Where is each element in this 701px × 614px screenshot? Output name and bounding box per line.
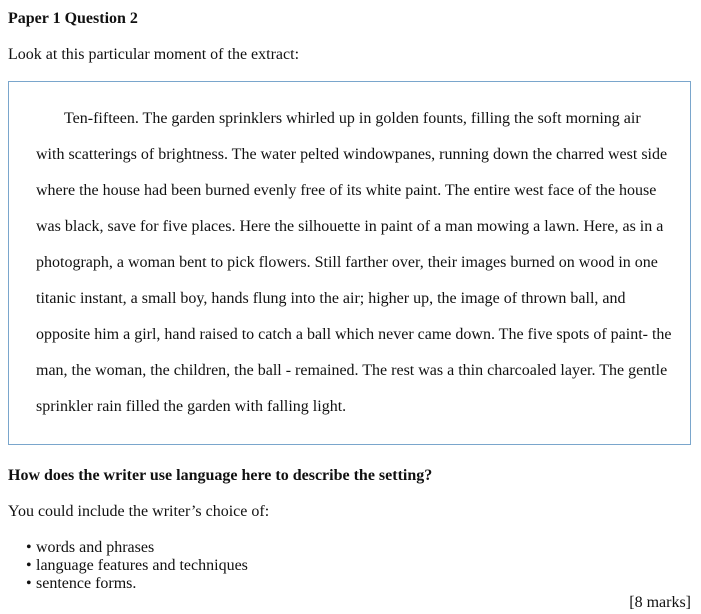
question-text: How does the writer use language here to describe the setting?	[8, 467, 433, 484]
bullet-icon: •	[26, 557, 32, 574]
bullet-label: sentence forms.	[36, 575, 137, 592]
question-heading: Paper 1 Question 2	[8, 10, 138, 27]
extract-box	[8, 81, 691, 445]
bullet-item	[26, 557, 248, 575]
bullet-label: language features and techniques	[36, 557, 248, 574]
extract-intro: Look at this particular moment of the extract:	[8, 46, 300, 63]
marks-label: [8 marks]	[629, 594, 691, 611]
bullet-icon: •	[26, 539, 32, 556]
bullet-label: words and phrases	[36, 539, 155, 556]
include-intro: You could include the writer’s choice of:	[8, 503, 270, 520]
bullet-item	[26, 575, 248, 593]
bullet-list	[26, 539, 248, 593]
bullet-icon: •	[26, 575, 32, 592]
extract-text: Ten-fifteen. The garden sprinklers whirled up in golden founts, filling the soft morning air with scatterings of brightness. The water pelted windowpanes, running down the charred west side where the house had been burned evenly free of its white paint. The entire west face of the house was black, save for five places. Here the silhouette in paint of a man mowing a lawn. Here, as in a photograph, a woman bent to pick flowers. Still farther over, their images burned on wood in one titanic instant, a small boy, hands flung into the air; higher up, the image of thrown ball, and opposite him a girl, hand raised to catch a ball which never came down. The five spots of paint- the man, the woman, the children, the ball - remained. The rest was a thin charcoaled layer. The gentle sprinkler rain filled the garden with falling light.	[36, 110, 672, 415]
bullet-item	[26, 539, 248, 557]
